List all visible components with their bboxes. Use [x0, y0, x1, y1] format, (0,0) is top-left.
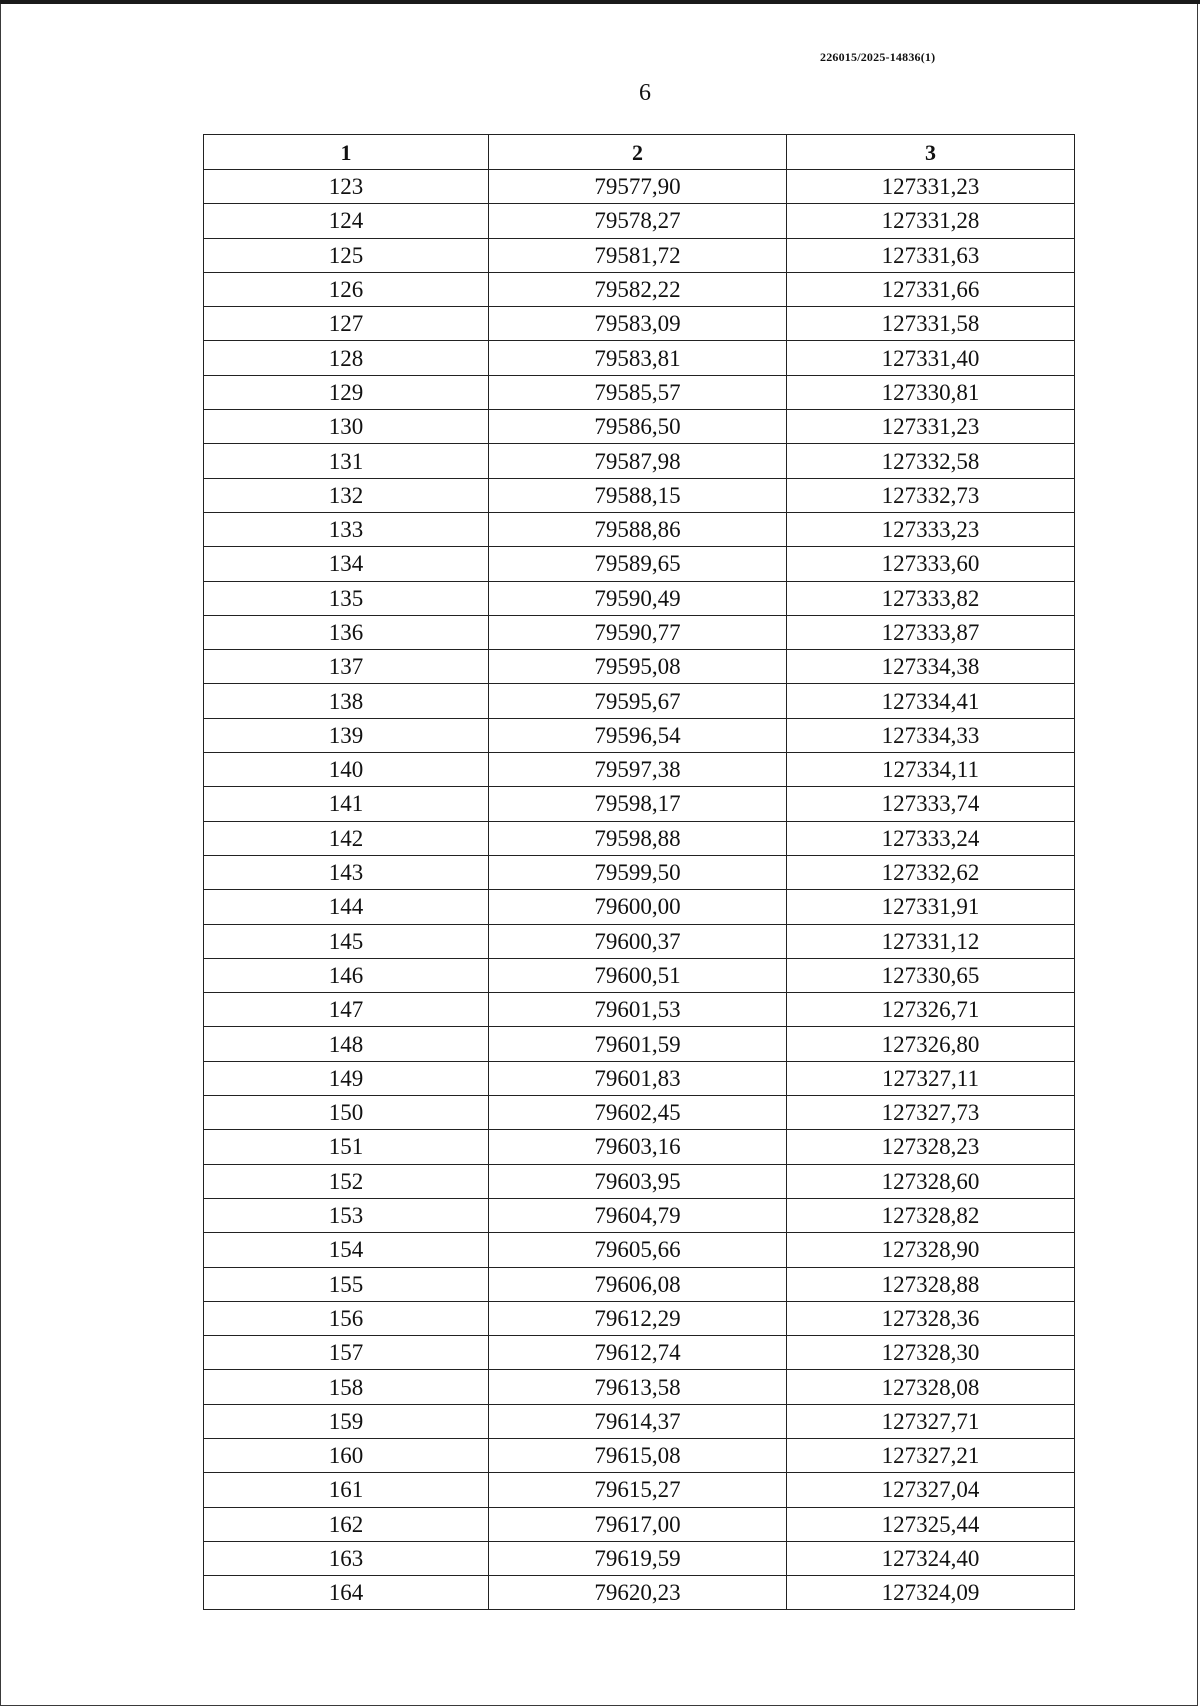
y-coordinate-cell: 127331,23 — [787, 170, 1075, 204]
point-number-cell: 144 — [204, 890, 489, 924]
x-coordinate-cell: 79600,00 — [489, 890, 787, 924]
y-coordinate-cell: 127331,40 — [787, 341, 1075, 375]
y-coordinate-cell: 127333,24 — [787, 821, 1075, 855]
table-row — [204, 1370, 1075, 1404]
table-row — [204, 204, 1075, 238]
x-coordinate-cell: 79600,51 — [489, 958, 787, 992]
table-row — [204, 1164, 1075, 1198]
point-number-cell: 131 — [204, 444, 489, 478]
point-number-cell: 157 — [204, 1336, 489, 1370]
point-number-cell: 142 — [204, 821, 489, 855]
point-number-cell: 160 — [204, 1438, 489, 1472]
table-row — [204, 684, 1075, 718]
y-coordinate-cell: 127330,81 — [787, 375, 1075, 409]
x-coordinate-cell: 79612,29 — [489, 1301, 787, 1335]
y-coordinate-cell: 127326,71 — [787, 993, 1075, 1027]
x-coordinate-cell: 79595,67 — [489, 684, 787, 718]
x-coordinate-cell: 79617,00 — [489, 1507, 787, 1541]
x-coordinate-cell: 79603,95 — [489, 1164, 787, 1198]
point-number-cell: 153 — [204, 1198, 489, 1232]
x-coordinate-cell: 79588,86 — [489, 512, 787, 546]
x-coordinate-cell: 79605,66 — [489, 1233, 787, 1267]
y-coordinate-cell: 127333,60 — [787, 547, 1075, 581]
x-coordinate-cell: 79599,50 — [489, 855, 787, 889]
point-number-cell: 139 — [204, 718, 489, 752]
y-coordinate-cell: 127333,23 — [787, 512, 1075, 546]
table-row — [204, 341, 1075, 375]
table-row — [204, 238, 1075, 272]
point-number-cell: 150 — [204, 1096, 489, 1130]
y-coordinate-cell: 127328,88 — [787, 1267, 1075, 1301]
column-header-3: 3 — [787, 135, 1075, 170]
point-number-cell: 135 — [204, 581, 489, 615]
table-row — [204, 1027, 1075, 1061]
table-body — [204, 170, 1075, 1610]
y-coordinate-cell: 127324,09 — [787, 1576, 1075, 1610]
x-coordinate-cell: 79619,59 — [489, 1541, 787, 1575]
table-row — [204, 1473, 1075, 1507]
y-coordinate-cell: 127333,87 — [787, 615, 1075, 649]
point-number-cell: 162 — [204, 1507, 489, 1541]
point-number-cell: 158 — [204, 1370, 489, 1404]
table-row — [204, 615, 1075, 649]
x-coordinate-cell: 79601,53 — [489, 993, 787, 1027]
y-coordinate-cell: 127328,23 — [787, 1130, 1075, 1164]
table-row — [204, 1130, 1075, 1164]
table-row — [204, 444, 1075, 478]
y-coordinate-cell: 127327,21 — [787, 1438, 1075, 1472]
point-number-cell: 141 — [204, 787, 489, 821]
table-row — [204, 512, 1075, 546]
x-coordinate-cell: 79590,77 — [489, 615, 787, 649]
table-row — [204, 993, 1075, 1027]
x-coordinate-cell: 79604,79 — [489, 1198, 787, 1232]
scan-top-edge — [0, 0, 1200, 4]
y-coordinate-cell: 127331,12 — [787, 924, 1075, 958]
y-coordinate-cell: 127331,58 — [787, 307, 1075, 341]
point-number-cell: 127 — [204, 307, 489, 341]
point-number-cell: 143 — [204, 855, 489, 889]
y-coordinate-cell: 127334,38 — [787, 650, 1075, 684]
x-coordinate-cell: 79600,37 — [489, 924, 787, 958]
table-row — [204, 650, 1075, 684]
table-row — [204, 307, 1075, 341]
table-row — [204, 1507, 1075, 1541]
y-coordinate-cell: 127327,71 — [787, 1404, 1075, 1438]
y-coordinate-cell: 127327,11 — [787, 1061, 1075, 1095]
point-number-cell: 147 — [204, 993, 489, 1027]
table-row — [204, 787, 1075, 821]
x-coordinate-cell: 79598,88 — [489, 821, 787, 855]
x-coordinate-cell: 79615,27 — [489, 1473, 787, 1507]
x-coordinate-cell: 79596,54 — [489, 718, 787, 752]
x-coordinate-cell: 79577,90 — [489, 170, 787, 204]
point-number-cell: 159 — [204, 1404, 489, 1438]
x-coordinate-cell: 79601,59 — [489, 1027, 787, 1061]
x-coordinate-cell: 79612,74 — [489, 1336, 787, 1370]
point-number-cell: 133 — [204, 512, 489, 546]
y-coordinate-cell: 127334,41 — [787, 684, 1075, 718]
y-coordinate-cell: 127332,58 — [787, 444, 1075, 478]
header-row — [204, 135, 1075, 170]
point-number-cell: 148 — [204, 1027, 489, 1061]
x-coordinate-cell: 79578,27 — [489, 204, 787, 238]
table-row — [204, 1233, 1075, 1267]
x-coordinate-cell: 79590,49 — [489, 581, 787, 615]
x-coordinate-cell: 79601,83 — [489, 1061, 787, 1095]
y-coordinate-cell: 127331,91 — [787, 890, 1075, 924]
x-coordinate-cell: 79587,98 — [489, 444, 787, 478]
y-coordinate-cell: 127326,80 — [787, 1027, 1075, 1061]
column-header-1: 1 — [204, 135, 489, 170]
point-number-cell: 138 — [204, 684, 489, 718]
y-coordinate-cell: 127328,60 — [787, 1164, 1075, 1198]
point-number-cell: 151 — [204, 1130, 489, 1164]
page-number: 6 — [639, 80, 651, 106]
x-coordinate-cell: 79595,08 — [489, 650, 787, 684]
table-row — [204, 821, 1075, 855]
table-row — [204, 170, 1075, 204]
y-coordinate-cell: 127332,73 — [787, 478, 1075, 512]
y-coordinate-cell: 127334,33 — [787, 718, 1075, 752]
table-row — [204, 478, 1075, 512]
table-row — [204, 1198, 1075, 1232]
x-coordinate-cell: 79583,09 — [489, 307, 787, 341]
x-coordinate-cell: 79603,16 — [489, 1130, 787, 1164]
table-row — [204, 1301, 1075, 1335]
y-coordinate-cell: 127334,11 — [787, 753, 1075, 787]
point-number-cell: 156 — [204, 1301, 489, 1335]
point-number-cell: 134 — [204, 547, 489, 581]
table-row — [204, 410, 1075, 444]
table-row — [204, 924, 1075, 958]
table-row — [204, 272, 1075, 306]
point-number-cell: 126 — [204, 272, 489, 306]
point-number-cell: 161 — [204, 1473, 489, 1507]
y-coordinate-cell: 127328,36 — [787, 1301, 1075, 1335]
x-coordinate-cell: 79583,81 — [489, 341, 787, 375]
table-row — [204, 547, 1075, 581]
x-coordinate-cell: 79606,08 — [489, 1267, 787, 1301]
table-row — [204, 1267, 1075, 1301]
table-row — [204, 1541, 1075, 1575]
table-row — [204, 581, 1075, 615]
table-row — [204, 1404, 1075, 1438]
point-number-cell: 136 — [204, 615, 489, 649]
y-coordinate-cell: 127328,30 — [787, 1336, 1075, 1370]
y-coordinate-cell: 127331,63 — [787, 238, 1075, 272]
table-row — [204, 855, 1075, 889]
point-number-cell: 163 — [204, 1541, 489, 1575]
y-coordinate-cell: 127330,65 — [787, 958, 1075, 992]
x-coordinate-cell: 79598,17 — [489, 787, 787, 821]
x-coordinate-cell: 79597,38 — [489, 753, 787, 787]
table-row — [204, 1061, 1075, 1095]
point-number-cell: 152 — [204, 1164, 489, 1198]
x-coordinate-cell: 79613,58 — [489, 1370, 787, 1404]
point-number-cell: 155 — [204, 1267, 489, 1301]
point-number-cell: 149 — [204, 1061, 489, 1095]
x-coordinate-cell: 79589,65 — [489, 547, 787, 581]
point-number-cell: 137 — [204, 650, 489, 684]
y-coordinate-cell: 127324,40 — [787, 1541, 1075, 1575]
table-row — [204, 375, 1075, 409]
table-header — [204, 135, 1075, 170]
y-coordinate-cell: 127331,23 — [787, 410, 1075, 444]
point-number-cell: 140 — [204, 753, 489, 787]
y-coordinate-cell: 127333,82 — [787, 581, 1075, 615]
table-row — [204, 958, 1075, 992]
x-coordinate-cell: 79615,08 — [489, 1438, 787, 1472]
point-number-cell: 125 — [204, 238, 489, 272]
table-row — [204, 1096, 1075, 1130]
point-number-cell: 132 — [204, 478, 489, 512]
y-coordinate-cell: 127331,66 — [787, 272, 1075, 306]
point-number-cell: 164 — [204, 1576, 489, 1610]
point-number-cell: 154 — [204, 1233, 489, 1267]
y-coordinate-cell: 127328,82 — [787, 1198, 1075, 1232]
table-row — [204, 718, 1075, 752]
y-coordinate-cell: 127327,73 — [787, 1096, 1075, 1130]
y-coordinate-cell: 127328,08 — [787, 1370, 1075, 1404]
point-number-cell: 129 — [204, 375, 489, 409]
y-coordinate-cell: 127325,44 — [787, 1507, 1075, 1541]
column-header-2: 2 — [489, 135, 787, 170]
point-number-cell: 124 — [204, 204, 489, 238]
point-number-cell: 146 — [204, 958, 489, 992]
y-coordinate-cell: 127327,04 — [787, 1473, 1075, 1507]
coordinates-table — [203, 134, 1075, 1610]
x-coordinate-cell: 79602,45 — [489, 1096, 787, 1130]
x-coordinate-cell: 79586,50 — [489, 410, 787, 444]
y-coordinate-cell: 127331,28 — [787, 204, 1075, 238]
table-row — [204, 1438, 1075, 1472]
x-coordinate-cell: 79588,15 — [489, 478, 787, 512]
x-coordinate-cell: 79585,57 — [489, 375, 787, 409]
point-number-cell: 123 — [204, 170, 489, 204]
x-coordinate-cell: 79581,72 — [489, 238, 787, 272]
table-row — [204, 1336, 1075, 1370]
x-coordinate-cell: 79620,23 — [489, 1576, 787, 1610]
y-coordinate-cell: 127332,62 — [787, 855, 1075, 889]
x-coordinate-cell: 79614,37 — [489, 1404, 787, 1438]
document-reference: 226015/2025-14836(1) — [820, 50, 936, 64]
table-row — [204, 1576, 1075, 1610]
y-coordinate-cell: 127328,90 — [787, 1233, 1075, 1267]
point-number-cell: 145 — [204, 924, 489, 958]
y-coordinate-cell: 127333,74 — [787, 787, 1075, 821]
x-coordinate-cell: 79582,22 — [489, 272, 787, 306]
table-row — [204, 890, 1075, 924]
table-row — [204, 753, 1075, 787]
point-number-cell: 128 — [204, 341, 489, 375]
point-number-cell: 130 — [204, 410, 489, 444]
